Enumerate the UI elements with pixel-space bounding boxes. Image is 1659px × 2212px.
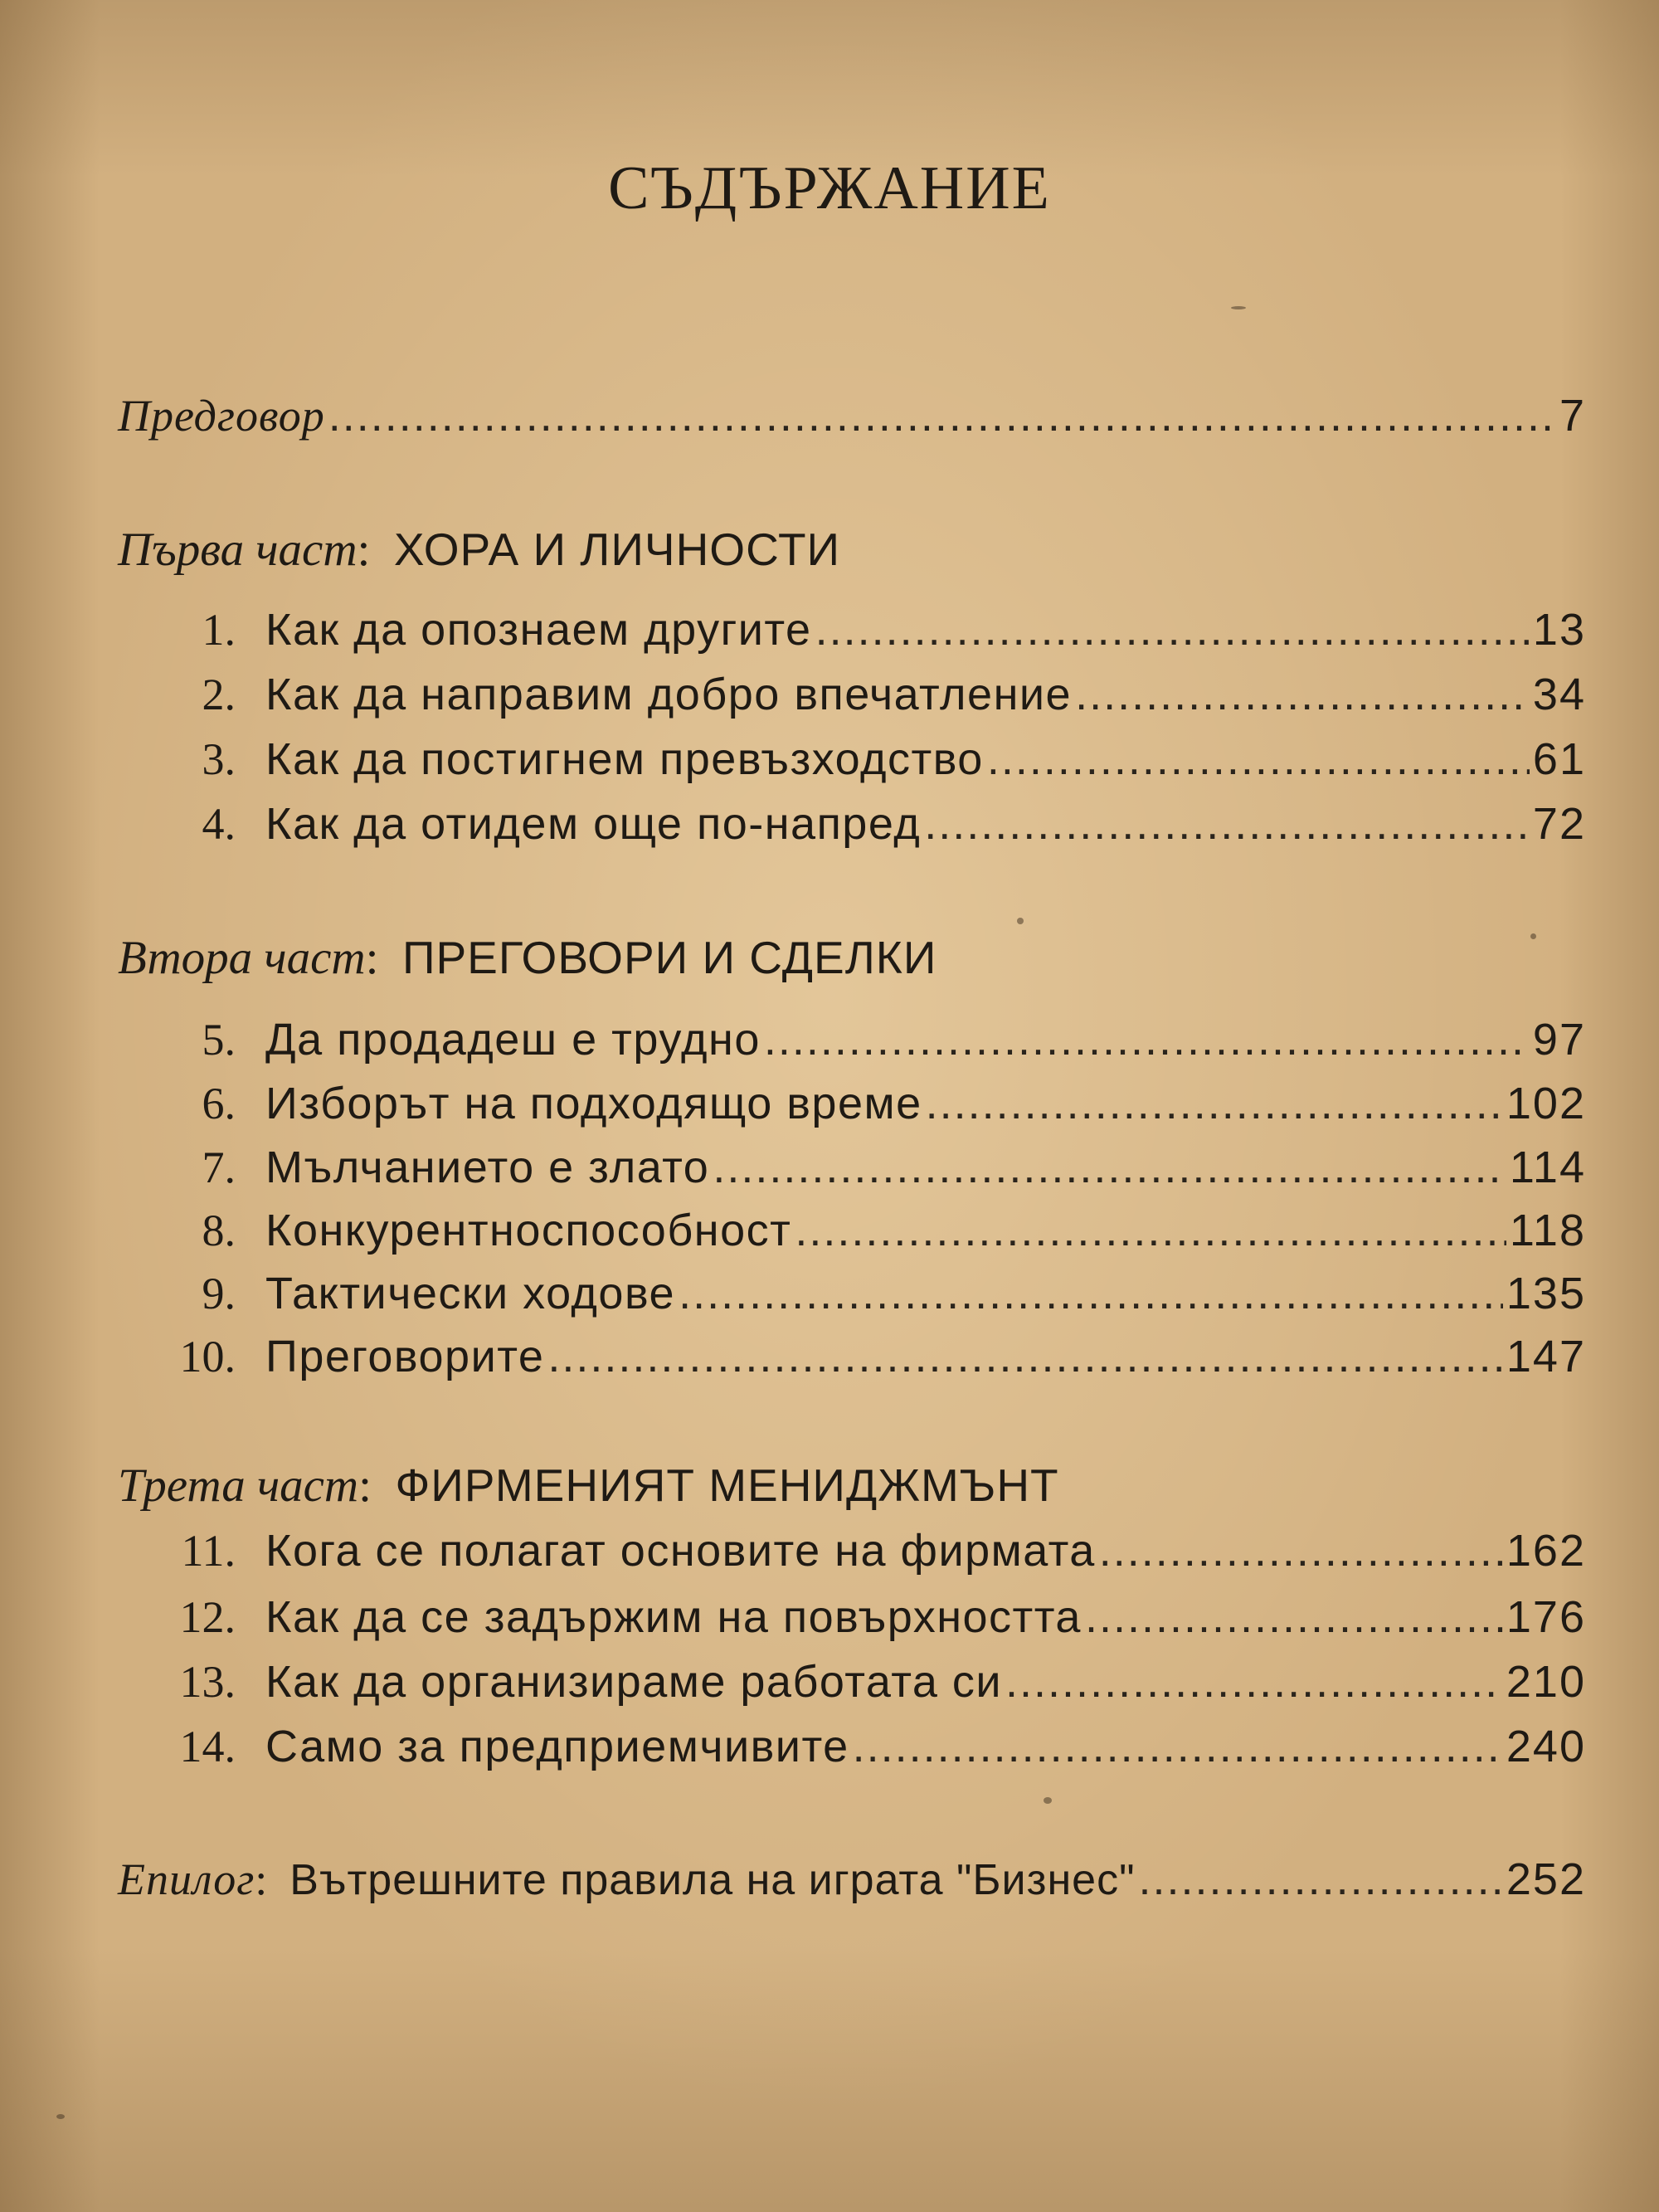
chapter-page-number: 97 <box>1532 1015 1586 1065</box>
part-colon: : <box>357 524 394 576</box>
chapter-title: Как да се задържим на повърхността <box>265 1592 1082 1642</box>
part-title: ПРЕГОВОРИ И СДЕЛКИ <box>401 932 937 983</box>
chapter-page-number: 210 <box>1506 1657 1586 1707</box>
toc-entry-chapter-14 <box>118 1721 1586 1772</box>
part-3-heading <box>118 1459 1059 1513</box>
toc-entry-chapter-12 <box>118 1591 1586 1643</box>
toc-entry-chapter-5 <box>118 1014 1586 1065</box>
preface-page-number: 7 <box>1559 391 1586 441</box>
paper-speck <box>1017 918 1024 924</box>
paper-speck <box>1530 933 1536 939</box>
part-label: Първа част <box>118 524 358 576</box>
chapter-page-number: 34 <box>1532 670 1586 719</box>
chapter-number: 11. <box>181 1526 236 1576</box>
toc-entry-chapter-10 <box>118 1331 1586 1382</box>
chapter-number: 13. <box>179 1657 236 1707</box>
epilogue-colon: : <box>255 1854 290 1904</box>
chapter-title: Изборът на подходящо време <box>265 1079 922 1128</box>
toc-entry-chapter-2 <box>118 669 1586 720</box>
chapter-page-number: 102 <box>1506 1079 1586 1128</box>
toc-entry-chapter-6 <box>118 1078 1586 1129</box>
leader-dots <box>924 798 1530 850</box>
leader-dots <box>328 390 1556 441</box>
leader-dots <box>987 733 1530 785</box>
chapter-number: 3. <box>202 734 236 784</box>
chapter-page-number: 162 <box>1506 1526 1586 1576</box>
leader-dots <box>1005 1656 1503 1708</box>
page-title: СЪДЪРЖАНИЕ <box>608 154 1051 222</box>
chapter-title: Само за предприемчивите <box>265 1722 849 1771</box>
chapter-number: 14. <box>179 1722 236 1771</box>
chapter-number: 9. <box>202 1269 236 1318</box>
chapter-number: 4. <box>202 799 236 849</box>
leader-dots <box>713 1142 1506 1193</box>
part-colon: : <box>358 1459 396 1512</box>
chapter-title: Конкурентноспособност <box>265 1206 792 1255</box>
toc-entry-preface <box>118 390 1586 441</box>
toc-entry-chapter-9 <box>118 1268 1586 1319</box>
part-label: Трета част <box>118 1459 359 1512</box>
leader-dots <box>1085 1591 1503 1643</box>
paper-speck <box>1231 306 1246 309</box>
chapter-page-number: 135 <box>1506 1269 1586 1318</box>
part-label: Втора част <box>118 932 366 984</box>
epilogue-label: Епилог <box>118 1854 255 1904</box>
part-2-heading <box>118 931 937 985</box>
chapter-title: Как да направим добро впечатление <box>265 670 1073 719</box>
chapter-title: Преговорите <box>265 1332 545 1381</box>
chapter-title: Мълчанието е злато <box>265 1143 710 1192</box>
chapter-title: Как да отидем още по-напред <box>265 799 922 849</box>
chapter-title: Тактически ходове <box>265 1269 676 1318</box>
chapter-number: 8. <box>202 1206 236 1255</box>
chapter-page-number: 240 <box>1506 1722 1586 1771</box>
toc-entry-chapter-13 <box>118 1656 1586 1708</box>
chapter-page-number: 13 <box>1532 605 1586 655</box>
chapter-title: Как да организираме работата си <box>265 1657 1003 1707</box>
chapter-page-number: 61 <box>1532 734 1586 784</box>
chapter-number: 5. <box>202 1015 236 1065</box>
chapter-number: 10. <box>179 1332 236 1381</box>
chapter-title: Да продадеш е трудно <box>265 1015 761 1065</box>
paper-speck <box>56 2114 65 2119</box>
toc-entry-chapter-3 <box>118 733 1586 785</box>
toc-entry-chapter-7 <box>118 1142 1586 1193</box>
chapter-title: Как да опознаем другите <box>265 605 812 655</box>
toc-entry-chapter-11 <box>118 1525 1586 1576</box>
chapter-number: 6. <box>202 1079 236 1128</box>
toc-entry-chapter-8 <box>118 1205 1586 1256</box>
chapter-page-number: 118 <box>1509 1206 1586 1255</box>
epilogue-page-number: 252 <box>1506 1854 1586 1904</box>
chapter-number: 1. <box>202 605 236 655</box>
leader-dots <box>926 1078 1503 1129</box>
toc-entry-chapter-1 <box>118 604 1586 655</box>
leader-dots <box>1139 1854 1503 1905</box>
leader-dots <box>679 1268 1503 1319</box>
leader-dots <box>1099 1525 1503 1576</box>
leader-dots <box>815 604 1530 655</box>
chapter-page-number: 114 <box>1509 1143 1586 1192</box>
chapter-title: Кога се полагат основите на фирмата <box>265 1526 1096 1576</box>
epilogue-title: Вътрешните правила на играта "Бизнес" <box>289 1856 1136 1904</box>
chapter-page-number: 147 <box>1506 1332 1586 1381</box>
part-title: ФИРМЕНИЯТ МЕНИДЖМЪНТ <box>395 1459 1059 1511</box>
chapter-page-number: 176 <box>1506 1592 1586 1642</box>
chapter-page-number: 72 <box>1532 799 1586 849</box>
part-title: ХОРА И ЛИЧНОСТИ <box>393 524 841 575</box>
chapter-number: 12. <box>179 1592 236 1642</box>
preface-label: Предговор <box>118 391 325 441</box>
leader-dots <box>795 1205 1506 1256</box>
toc-entry-chapter-4 <box>118 798 1586 850</box>
toc-entry-epilogue <box>118 1854 1586 1905</box>
chapter-title: Как да постигнем превъзходство <box>265 734 984 784</box>
leader-dots <box>547 1331 1503 1382</box>
paper-speck <box>1044 1797 1052 1804</box>
part-1-heading <box>118 523 840 577</box>
chapter-number: 2. <box>202 670 236 719</box>
leader-dots <box>853 1721 1503 1772</box>
chapter-number: 7. <box>202 1143 236 1192</box>
leader-dots <box>764 1014 1530 1065</box>
part-colon: : <box>365 932 402 984</box>
leader-dots <box>1075 669 1530 720</box>
